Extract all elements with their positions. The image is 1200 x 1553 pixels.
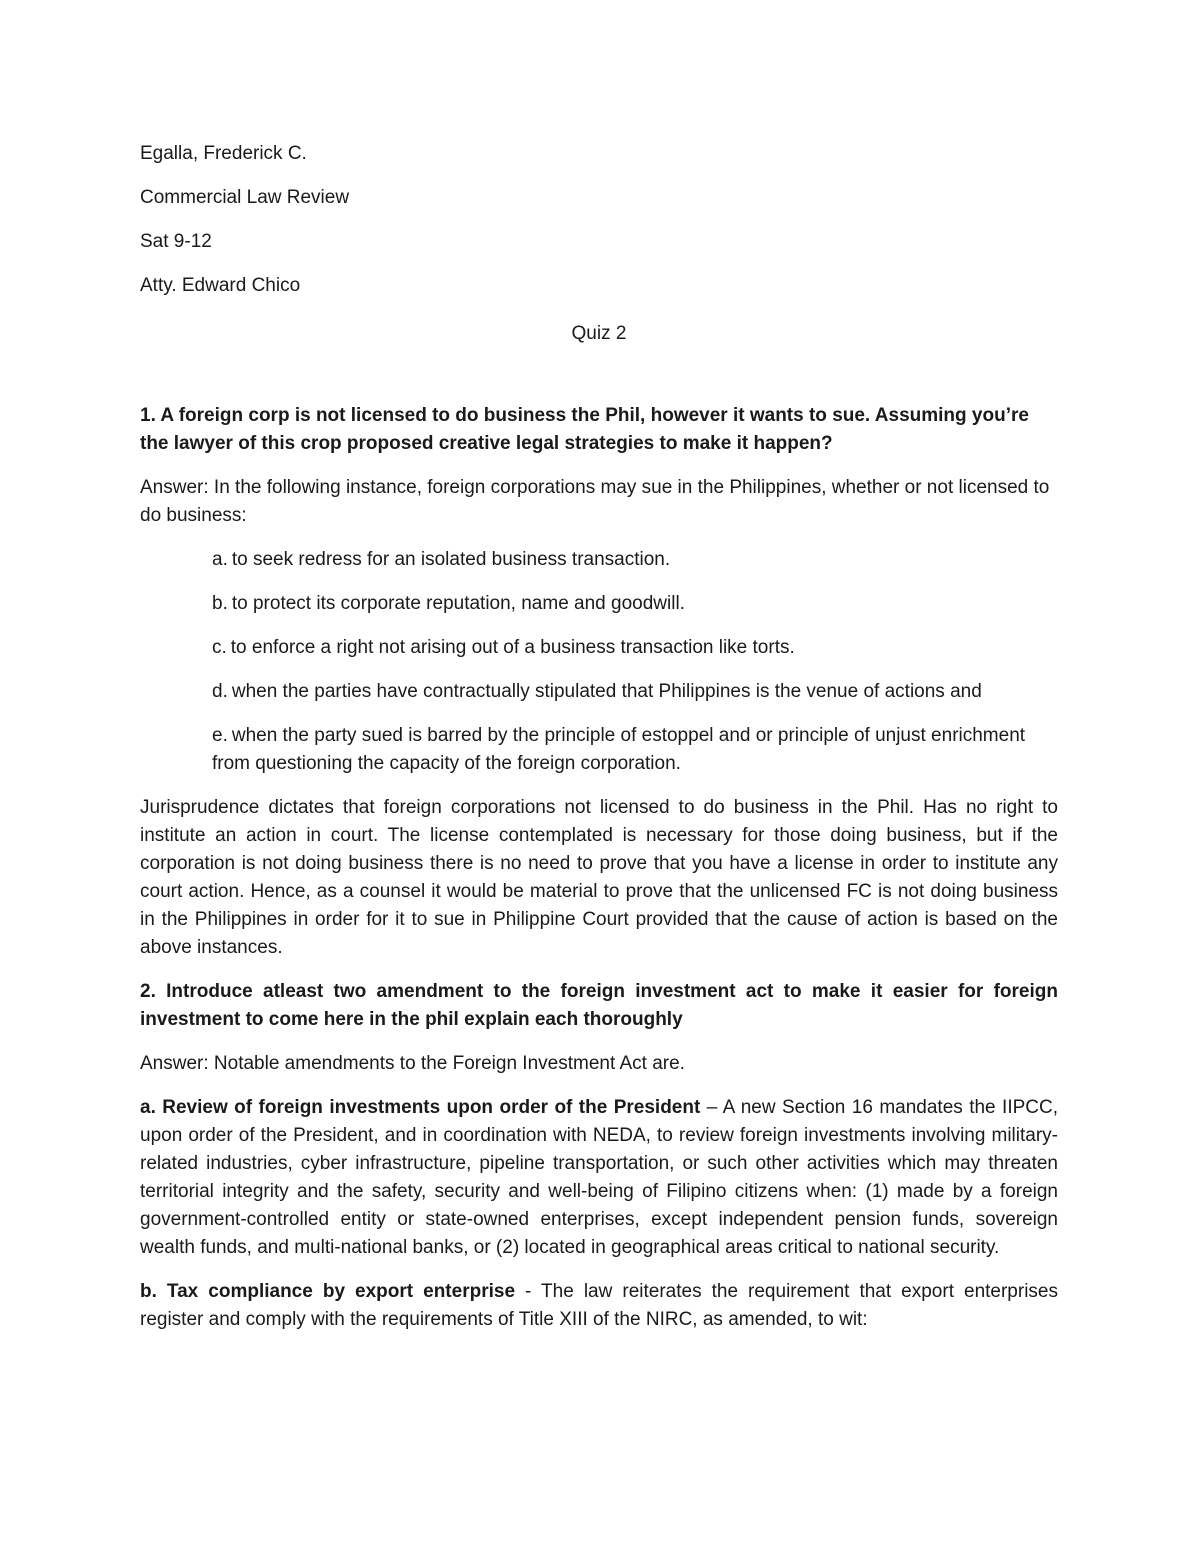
answer-2-intro: Answer: Notable amendments to the Foreign Investment Act are.: [140, 1053, 685, 1074]
student-name: Egalla, Frederick C.: [140, 143, 307, 164]
list-item-label: d.: [212, 681, 228, 702]
amendment-b-heading: b. Tax compliance by export enterprise: [140, 1281, 516, 1302]
list-item-label: c.: [212, 637, 227, 658]
class-schedule: Sat 9-12: [140, 231, 212, 252]
instructor-name: Atty. Edward Chico: [140, 275, 301, 296]
list-item: [212, 678, 1058, 706]
list-item-label: b.: [212, 593, 228, 614]
amendment-a-body: – A new Section 16 mandates the IIPCC, upon order of the President, and in coordination with NEDA, to review foreign investments involving military-related industries, cyber infrastructure, pipeline transportation, or such other activities which may threaten territorial integrity and the safety, security and well-being of Filipino citizens when: (1) made by a foreign government-controlled entity or state-owned enterprises, except independent pension funds, sovereign wealth funds, and multi-national banks, or (2) located in geographical areas critical to national security.: [140, 1097, 1058, 1258]
list-item-text: when the parties have contractually stipulated that Philippines is the venue of actions and: [231, 681, 982, 702]
amendment-b-body: - The law reiterates the requirement that export enterprises register and comply with the requirements of Title XIII of the NIRC, as amended, to wit:: [140, 1281, 1058, 1330]
list-item-text: to protect its corporate reputation, name and goodwill.: [231, 593, 685, 614]
list-item: [212, 546, 1058, 574]
list-item-label: e.: [212, 725, 228, 746]
course-name: Commercial Law Review: [140, 187, 350, 208]
answer-1-list: [140, 546, 1058, 778]
amendment-a: [140, 1094, 1058, 1262]
list-item-text: to enforce a right not arising out of a business transaction like torts.: [230, 637, 795, 658]
answer-1-intro: Answer: In the following instance, foreign corporations may sue in the Philippines, whether or not licensed to do business:: [140, 477, 1050, 526]
answer-1-discussion: Jurisprudence dictates that foreign corporations not licensed to do business in the Phil. Has no right to institute an action in court. The license contemplated is necessary for those doing business, but if the corporation is not doing business there is no need to prove that you have a license in order to institute any court action. Hence, as a counsel it would be material to prove that the unlicensed FC is not doing business in the Philippines in order for it to sue in Philippine Court provided that the cause of action is based on the above instances.: [140, 797, 1058, 958]
question-2: 2. Introduce atleast two amendment to the foreign investment act to make it easier for foreign investment to come here in the phil explain each thoroughly: [140, 981, 1058, 1030]
question-1: 1. A foreign corp is not licensed to do business the Phil, however it wants to sue. Assuming you’re the lawyer of this crop proposed creative legal strategies to make it happen?: [140, 405, 1029, 454]
list-item-text: to seek redress for an isolated business transaction.: [231, 549, 671, 570]
list-item: [212, 590, 1058, 618]
list-item-label: a.: [212, 549, 228, 570]
list-item: [212, 722, 1058, 778]
list-item-text: when the party sued is barred by the principle of estoppel and or principle of unjust enrichment from questioning the capacity of the foreign corporation.: [212, 725, 1026, 774]
amendment-a-heading: a. Review of foreign investments upon order of the President: [140, 1097, 701, 1118]
list-item: [212, 634, 1058, 662]
page-title: Quiz 2: [571, 323, 627, 344]
amendment-b: [140, 1278, 1058, 1334]
document-page: [140, 140, 1058, 1350]
